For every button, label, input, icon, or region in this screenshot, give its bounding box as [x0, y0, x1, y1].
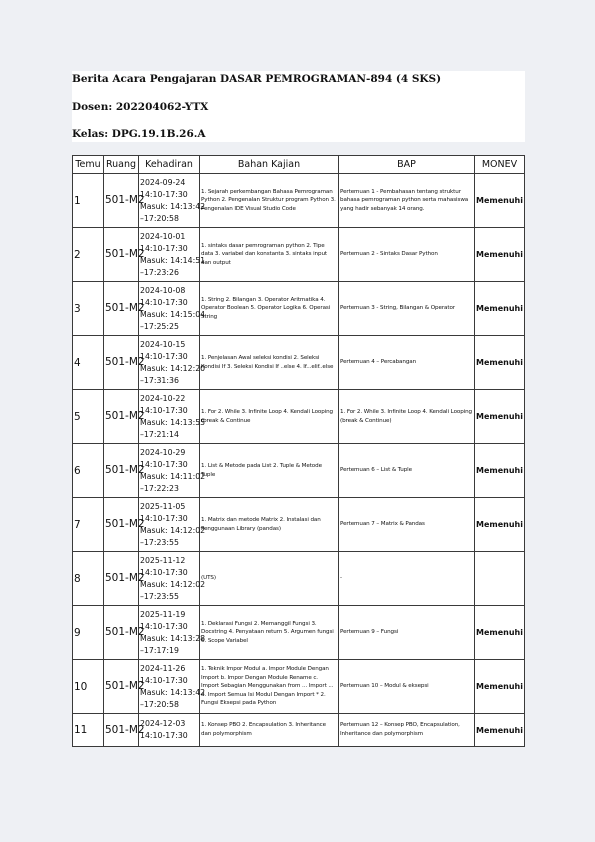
cell-kehadiran: [139, 660, 206, 714]
cell-monev: [475, 606, 525, 660]
cell-bahan-kajian: [200, 498, 339, 552]
check-in-time: Masuk: 14:14:51: [140, 255, 206, 265]
room-code: 501-M2: [105, 723, 145, 736]
bap-text: 1. For 2. While 3. Infinite Loop 4. Kendali Looping (break & Continue): [340, 408, 473, 424]
cell-bap: [339, 714, 475, 747]
table-row: [73, 174, 525, 228]
session-date: 2024-11-26: [140, 663, 186, 673]
session-time: 14:10-17:30: [140, 405, 188, 415]
table-row: [73, 552, 525, 606]
cell-kehadiran: [139, 714, 200, 747]
cell-monev: [475, 444, 525, 498]
session-time: 14:10-17:30: [140, 675, 188, 685]
monev-status: Memenuhi: [476, 466, 523, 475]
check-out-time: –17:21:14: [140, 429, 179, 439]
cell-monev: [475, 390, 525, 444]
topics-text: 1. Penjelasan Awal seleksi kondisi 2. Seleksi Kondisi If 3. Seleksi Kondisi If ..else 4. If...elif..else: [201, 354, 334, 370]
session-date: 2024-10-01: [140, 231, 186, 241]
cell-temu: [73, 444, 104, 498]
table-row: [73, 390, 525, 444]
monev-status: Memenuhi: [476, 682, 523, 691]
topics-text: 1. List & Metode pada List 2. Tuple & Metode Tuple: [201, 462, 322, 478]
table-row: [73, 714, 525, 747]
meeting-number: 4: [74, 356, 81, 369]
bap-text: Pertemuan 7 – Matrix & Pandas: [340, 521, 425, 528]
check-out-time: –17:20:58: [140, 699, 179, 709]
header-ruang: Ruang: [104, 156, 139, 174]
check-in-time: Masuk: 14:13:55: [140, 417, 206, 427]
meeting-number: 6: [74, 464, 81, 477]
monev-status: Memenuhi: [476, 196, 523, 205]
document-title: Berita Acara Pengajaran DASAR PEMROGRAMAN-894 (4 SKS): [72, 73, 442, 85]
cell-bap: [339, 498, 475, 552]
room-code: 501-M2: [105, 248, 145, 260]
meeting-number: 3: [74, 302, 81, 315]
cell-bahan-kajian: [200, 660, 339, 714]
cell-ruang: [104, 228, 145, 282]
session-date: 2024-09-24: [140, 177, 186, 187]
cell-kehadiran: [139, 498, 206, 552]
check-out-time: –17:23:55: [140, 591, 179, 601]
check-out-time: –17:23:55: [140, 537, 179, 547]
room-code: 501-M2: [105, 680, 145, 692]
room-code: 501-M2: [105, 356, 145, 368]
session-time: 14:10-17:30: [140, 731, 188, 740]
cell-temu: [73, 660, 104, 714]
topics-text: 1. Sejarah perkembangan Bahasa Pemrograman Python 2. Pengenalan Struktur program Python 3. Pengenalan IDE Visual Studio Code: [201, 188, 336, 212]
meeting-number: 10: [74, 680, 88, 693]
cell-ruang: [104, 714, 145, 747]
table-header-row: [73, 156, 525, 174]
topics-text: 1. String 2. Bilangan 3. Operator Aritmatika 4. Operator Boolean 5. Operator Logika 6. Operasi String: [201, 296, 331, 320]
cell-bap: [339, 336, 475, 390]
monev-status: Memenuhi: [476, 304, 523, 313]
cell-bap: [339, 390, 475, 444]
bap-text: -: [340, 575, 342, 582]
meeting-number: 9: [74, 626, 81, 639]
session-date: 2024-10-08: [140, 285, 186, 295]
monev-status: Memenuhi: [476, 250, 523, 259]
check-in-time: Masuk: 14:15:04: [140, 309, 206, 319]
room-code: 501-M2: [105, 626, 145, 638]
meeting-number: 7: [74, 518, 81, 531]
monev-status: Memenuhi: [476, 358, 523, 367]
cell-bahan-kajian: [200, 606, 339, 660]
room-code: 501-M2: [105, 572, 145, 584]
cell-ruang: [104, 282, 145, 336]
cell-kehadiran: [139, 552, 206, 606]
header-monev: MONEV: [475, 156, 525, 174]
bap-text: Pertemuan 6 – List & Tuple: [340, 467, 412, 474]
cell-bahan-kajian: [200, 282, 339, 336]
cell-ruang: [104, 660, 145, 714]
topics-text: (UTS): [201, 575, 216, 582]
room-code: 501-M2: [105, 302, 145, 314]
room-code: 501-M2: [105, 194, 145, 206]
attendance-table: [72, 155, 525, 747]
topics-text: 1. Matrix dan metode Matrix 2. Instalasi dan Penggunaan Library (pandas): [201, 516, 321, 532]
bap-text: Pertemuan 9 – Fungsi: [340, 629, 399, 636]
monev-status: Memenuhi: [476, 725, 523, 735]
cell-bap: [339, 660, 475, 714]
cell-ruang: [104, 390, 145, 444]
table-row: [73, 282, 525, 336]
check-in-time: Masuk: 14:12:20: [140, 363, 206, 373]
check-out-time: –17:17:19: [140, 645, 179, 655]
table-row: [73, 336, 525, 390]
meeting-number: 5: [74, 410, 81, 423]
cell-kehadiran: [139, 606, 206, 660]
cell-bahan-kajian: [200, 444, 339, 498]
cell-monev: [475, 552, 525, 606]
topics-text: 1. sintaks dasar pemrograman python 2. Tipe data 3. variabel dan konstanta 3. sintaks input dan output: [201, 242, 327, 266]
cell-temu: [73, 174, 104, 228]
meeting-number: 1: [74, 194, 81, 207]
header-bap: BAP: [339, 156, 475, 174]
topics-text: 1. Teknik Impor Modul a. Impor Module Dengan Import b. Impor Dengan Module Rename c. Import Sebagian Menggunakan from ... Import ... d. Import Semua Isi Modul Dengan Import * 2. Fungsi Eksepsi pada Python: [201, 666, 334, 707]
cell-ruang: [104, 336, 145, 390]
session-date: 2025-11-05: [140, 501, 186, 511]
table-row: [73, 228, 525, 282]
check-in-time: Masuk: 14:12:02: [140, 579, 206, 589]
table-row: [73, 606, 525, 660]
topics-text: 1. Konsep PBO 2. Encapsulation 3. Inheritance dan polymorphism: [201, 722, 326, 737]
cell-kehadiran: [139, 228, 206, 282]
table-row: [73, 660, 525, 714]
bap-text: Pertemuan 10 – Modul & eksepsi: [340, 683, 429, 690]
cell-monev: [475, 660, 525, 714]
cell-temu: [73, 282, 104, 336]
cell-bahan-kajian: [200, 714, 339, 747]
room-code: 501-M2: [105, 464, 145, 476]
check-out-time: –17:31:36: [140, 375, 179, 385]
check-out-time: –17:23:26: [140, 267, 179, 277]
cell-bahan-kajian: [200, 336, 339, 390]
cell-kehadiran: [139, 282, 206, 336]
cell-temu: [73, 390, 104, 444]
cell-ruang: [104, 606, 145, 660]
cell-bap: [339, 444, 475, 498]
session-time: 14:10-17:30: [140, 459, 188, 469]
check-in-time: Masuk: 14:13:28: [140, 633, 206, 643]
session-date: 2024-10-29: [140, 447, 186, 457]
cell-bahan-kajian: [200, 228, 339, 282]
cell-monev: [475, 336, 525, 390]
header-bahan-kajian: Bahan Kajian: [200, 156, 339, 174]
cell-ruang: [104, 174, 145, 228]
cell-monev: [475, 714, 525, 747]
check-in-time: Masuk: 14:12:02: [140, 525, 206, 535]
topics-text: 1. For 2. While 3. Infinite Loop 4. Kendali Looping (break & Continue: [201, 408, 334, 424]
session-time: 14:10-17:30: [140, 297, 188, 307]
session-date: 2025-11-19: [140, 609, 186, 619]
session-time: 14:10-17:30: [140, 513, 188, 523]
bap-text: Pertemuan 3 - String, Bilangan & Operator: [340, 305, 455, 312]
session-date: 2024-10-15: [140, 339, 186, 349]
cell-ruang: [104, 552, 145, 606]
header-temu: Temu: [73, 156, 104, 174]
cell-temu: [73, 606, 104, 660]
class-line: Kelas: DPG.19.1B.26.A: [72, 128, 206, 140]
session-time: 14:10-17:30: [140, 243, 188, 253]
room-code: 501-M2: [105, 518, 145, 530]
bap-text: Pertemuan 12 – Konsep PBO, Encapsulation, Inheritance dan polymorphism: [340, 722, 460, 737]
cell-bap: [339, 606, 475, 660]
table-row: [73, 444, 525, 498]
cell-bahan-kajian: [200, 174, 339, 228]
monev-status: Memenuhi: [476, 520, 523, 529]
cell-temu: [73, 714, 104, 747]
cell-bap: [339, 228, 475, 282]
session-date: 2024-10-22: [140, 393, 186, 403]
session-time: 14:10-17:30: [140, 351, 188, 361]
session-time: 14:10-17:30: [140, 621, 188, 631]
bap-text: Pertemuan 4 – Percabangan: [340, 359, 417, 366]
bap-text: Pertemuan 1 - Pembahasan tentang struktur bahasa pemrograman python serta mahasiswa yang hadir sebanyak 14 orang.: [340, 188, 469, 212]
cell-temu: [73, 336, 104, 390]
cell-ruang: [104, 444, 145, 498]
session-date: 2024-12-03: [140, 719, 186, 728]
lecturer-line: Dosen: 202204062-YTX: [72, 101, 209, 113]
check-in-time: Masuk: 14:13:42: [140, 201, 206, 211]
session-date: 2025-11-12: [140, 555, 186, 565]
cell-bahan-kajian: [200, 390, 339, 444]
cell-kehadiran: [139, 390, 206, 444]
cell-monev: [475, 228, 525, 282]
cell-bap: [339, 174, 475, 228]
cell-temu: [73, 552, 104, 606]
cell-kehadiran: [139, 444, 206, 498]
check-in-time: Masuk: 14:11:02: [140, 471, 206, 481]
topics-text: 1. Deklarasi Fungsi 2. Memanggil Fungsi 3. Docstring 4. Penyataan return 5. Argumen fungsi 6. Scope Variabel: [201, 620, 334, 644]
cell-temu: [73, 228, 104, 282]
meeting-number: 11: [74, 724, 88, 736]
cell-monev: [475, 174, 525, 228]
cell-monev: [475, 282, 525, 336]
header-kehadiran: Kehadiran: [139, 156, 200, 174]
cell-kehadiran: [139, 336, 206, 390]
room-code: 501-M2: [105, 410, 145, 422]
session-time: 14:10-17:30: [140, 189, 188, 199]
cell-ruang: [104, 498, 145, 552]
table-row: [73, 498, 525, 552]
monev-status: Memenuhi: [476, 628, 523, 637]
meeting-number: 2: [74, 248, 81, 261]
cell-kehadiran: [139, 174, 206, 228]
session-time: 14:10-17:30: [140, 567, 188, 577]
check-out-time: –17:20:58: [140, 213, 179, 223]
cell-temu: [73, 498, 104, 552]
meeting-number: 8: [74, 572, 81, 585]
check-out-time: –17:25:25: [140, 321, 179, 331]
cell-bap: [339, 552, 475, 606]
monev-status: Memenuhi: [476, 412, 523, 421]
check-out-time: –17:22:23: [140, 483, 179, 493]
bap-text: Pertemuan 2 - Sintaks Dasar Python: [340, 251, 438, 258]
cell-bahan-kajian: [200, 552, 339, 606]
check-in-time: Masuk: 14:13:42: [140, 687, 206, 697]
cell-monev: [475, 498, 525, 552]
cell-bap: [339, 282, 475, 336]
